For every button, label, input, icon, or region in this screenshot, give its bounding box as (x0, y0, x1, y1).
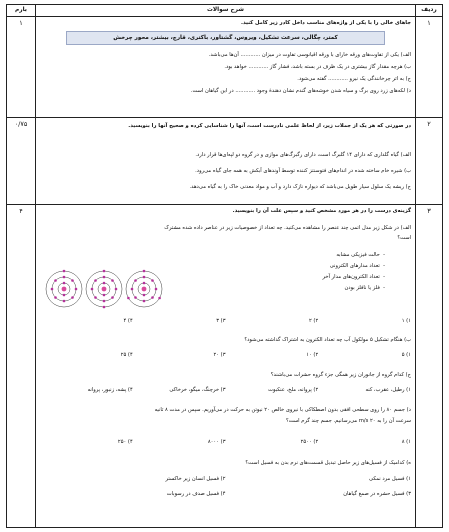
q3b-option-3[interactable]: ۳) ۲۰ (213, 352, 226, 358)
q3d-option-3[interactable]: ۳) ۸۰۰۰ (207, 439, 226, 445)
electron-dot (94, 279, 97, 282)
electron-dot (71, 296, 74, 299)
bullet-1: - حالت فیزیکی مشابه (336, 252, 385, 258)
question-3-d-options (40, 439, 411, 446)
question-1-item-b: ب) هرچه مقدار گاز بیشتری در یک ظرف در بسته باشد، فشار گاز ............ خواهد بود. (224, 64, 411, 70)
header-barom: بارم (7, 5, 36, 16)
question-3-b-options (40, 352, 411, 359)
question-2-item-b: ب) شیره خام ساخته شده در اندام‌های فتوسنتز کننده توسط آوندهای آبکش به همه جای گیاه می‌رود. (195, 168, 411, 174)
electron-dot (103, 306, 106, 309)
q3c-option-2[interactable]: ۲) پروانه، ملخ، عنکبوت (268, 387, 319, 393)
question-1-item-a: الف) یکی از تفاوت‌های ورقه خارای با ورقه اقیانوسی تفاوت در میزان ............ آن‌ها می‌باشد. (208, 52, 411, 58)
nucleus (102, 287, 107, 292)
q3b-option-1[interactable]: ۱) ۵ (401, 352, 411, 358)
electron-dot (63, 300, 66, 303)
question-3-a-line1: الف) در شکل زیر مدل اتمی چند عنصر را مشاهده می‌کنید. چه تعداد از خصوصیات زیر در عناصر داده شده مشترک (164, 225, 411, 231)
question-1-row (7, 16, 442, 118)
question-1-score: ۱ (7, 16, 36, 117)
q3c-option-3[interactable]: ۳) خرچنگ، میگو، خرخاکی (169, 387, 226, 393)
electron-dot (51, 288, 54, 291)
question-3-number: ۳ (415, 204, 442, 527)
electron-dot (103, 276, 106, 279)
electron-dot (115, 288, 118, 291)
question-2-title: در صورتی که هر یک از جملات زیر، از لحاظ علمی نادرست است، آنها را شناسایی کرده و صحیح آنها را بنویسید. (128, 123, 411, 129)
word-bank-box: کمتر، چگالی، سرعت تشکیل، ویروس، گشتاور، باکتری، قارچ، بیشتر، محور چرخش (66, 31, 385, 45)
bullet-4: - فلز یا نافلز بودن (344, 285, 385, 291)
electron-dot (134, 296, 137, 299)
question-1-item-d: د) لکه‌های زرد روی برگ و سیاه شدن خوشه‌های گندم نشان دهندهٔ وجود ............ در این گیاهان است. (190, 88, 411, 94)
q3e-option-2[interactable]: ۲) فسیل انسان زیر خاکستر (165, 476, 226, 482)
electron-dot (54, 279, 57, 282)
electron-dot (151, 296, 154, 299)
question-2-body (36, 117, 415, 204)
q3a-option-1[interactable]: ۱) ۱ (401, 318, 411, 324)
q3e-option-1[interactable]: ۱) فسیل مرد نمکی (369, 476, 411, 482)
electron-dot (75, 288, 78, 291)
question-1-body (36, 16, 415, 117)
nucleus (62, 287, 67, 292)
question-2-item-c: ج) ریشه یک سلول سیار طویل می‌باشد که دیواره نازک دارد و آب و مواد معدنی خاک را به گیاه می‌دهد. (189, 184, 411, 190)
atom-model-middle (86, 270, 122, 309)
electron-dot (63, 294, 66, 297)
atom-model-right (126, 270, 162, 307)
electron-dot (143, 282, 146, 285)
electron-dot (158, 297, 161, 300)
question-1-item-c: ج) به اثر چرخانندگی یک نیرو ............ گفته می‌شود. (297, 76, 411, 82)
question-1-title: جاهای خالی را با یکی از واژه‌های مناسب داخل کادر زیر کامل کنید. (240, 20, 411, 26)
question-3-d-line2: سرعت آن را به ۲۰ m/s می‌رسانیم. جسم چند گرم است؟ (285, 418, 411, 424)
electron-dot (54, 296, 57, 299)
electron-dot (131, 288, 134, 291)
question-3-a-options (40, 318, 411, 325)
electron-dot (103, 270, 106, 273)
question-3-c-options (40, 387, 411, 394)
electron-dot (151, 279, 154, 282)
electron-dot (71, 279, 74, 282)
electron-dot (94, 296, 97, 299)
question-1-number: ۱ (415, 16, 442, 117)
electron-dot (63, 270, 66, 273)
question-2-score: ۰/۷۵ (7, 117, 36, 204)
question-3-score: ۴ (7, 204, 36, 527)
q3b-option-2[interactable]: ۲) ۱۰ (306, 352, 319, 358)
question-3-d-line1: د) جسم ۸۰ را روی سطحی افقی بدون اصطکاکی با نیروی خالص ۲۰ نیوتن به حرکت در می‌آوریم. سپس در مدت ۸ ثانیه (154, 407, 411, 413)
q3e-option-4[interactable]: ۴) فسیل صدف در رسوبات (166, 491, 226, 497)
electron-dot (127, 297, 130, 300)
electron-dot (143, 300, 146, 303)
q3c-option-4[interactable]: ۴) پشه، زنبور، پروانه (87, 387, 133, 393)
q3a-option-2[interactable]: ۲) ۲ (308, 318, 319, 324)
q3d-option-4[interactable]: ۴) ۲۵۰ (117, 439, 133, 445)
electron-dot (103, 282, 106, 285)
electron-dot (91, 288, 94, 291)
electron-dot (155, 288, 158, 291)
electron-dot (134, 279, 137, 282)
q3d-option-2[interactable]: ۲) ۲۵۰۰ (300, 439, 319, 445)
q3b-option-4[interactable]: ۴) ۲۵ (120, 352, 133, 358)
electron-dot (63, 276, 66, 279)
bullet-2: - تعداد مدارهای الکترونی (329, 263, 385, 269)
q3e-option-3[interactable]: ۳) فسیل حشره در صمغ گیاهان (343, 491, 411, 497)
electron-dot (143, 270, 146, 273)
q3a-option-4[interactable]: ۴) ۴ (123, 318, 133, 324)
electron-dot (103, 294, 106, 297)
question-3-e-line: ه) کدامیک از فسیل‌های زیر حاصل تبدیل قسمت‌های نرم بدن به فسیل است؟ (245, 460, 411, 466)
question-3-e-options-row2 (40, 491, 411, 498)
electron-dot (143, 294, 146, 297)
question-3-e-options-row1 (40, 476, 411, 483)
electron-dot (143, 276, 146, 279)
question-3-row (7, 204, 442, 527)
q3c-option-1[interactable]: ۱) رطیل، عقرب، کنه (365, 387, 411, 393)
question-3-b-line: ب) هنگام تشکیل ۵ مولکول آب چه تعداد الکترون به اشتراک گذاشته می‌شود؟ (244, 337, 411, 343)
question-3-a-line2: است؟ (397, 235, 411, 241)
question-3-title: گزینه‌ی درست را در هر مورد مشخص کنید و سپس علت آن را بنویسید. (232, 208, 411, 214)
question-2-number: ۲ (415, 117, 442, 204)
nucleus (142, 287, 147, 292)
exam-sheet (6, 4, 443, 528)
header-title: شرح سوالات (207, 7, 244, 13)
question-3-body (36, 204, 415, 527)
question-2-row (7, 117, 442, 205)
question-3-c-line: ج) کدام گروه از جانوران زیر همگی جزء گروه حشرات می‌باشند؟ (270, 372, 411, 378)
bullet-3: - تعداد الکترون‌های مدار آخر (322, 274, 385, 280)
electron-dot (111, 279, 114, 282)
q3d-option-1[interactable]: ۱) ۸ (401, 439, 411, 445)
header-radif: ردیف (415, 5, 442, 16)
q3a-option-3[interactable]: ۳) ۳ (216, 318, 226, 324)
electron-dot (111, 296, 114, 299)
electron-dot (63, 282, 66, 285)
atom-model-left (46, 270, 82, 307)
electron-dot (103, 300, 106, 303)
atom-models-figure (44, 264, 164, 314)
question-2-item-a: الف) گیاه گلداری که دارای ۱۴ گلبرگ است، دارای رگبرگ‌های موازی و در گروه دو لپه‌ای‌ها قرار دارد. (195, 152, 411, 158)
